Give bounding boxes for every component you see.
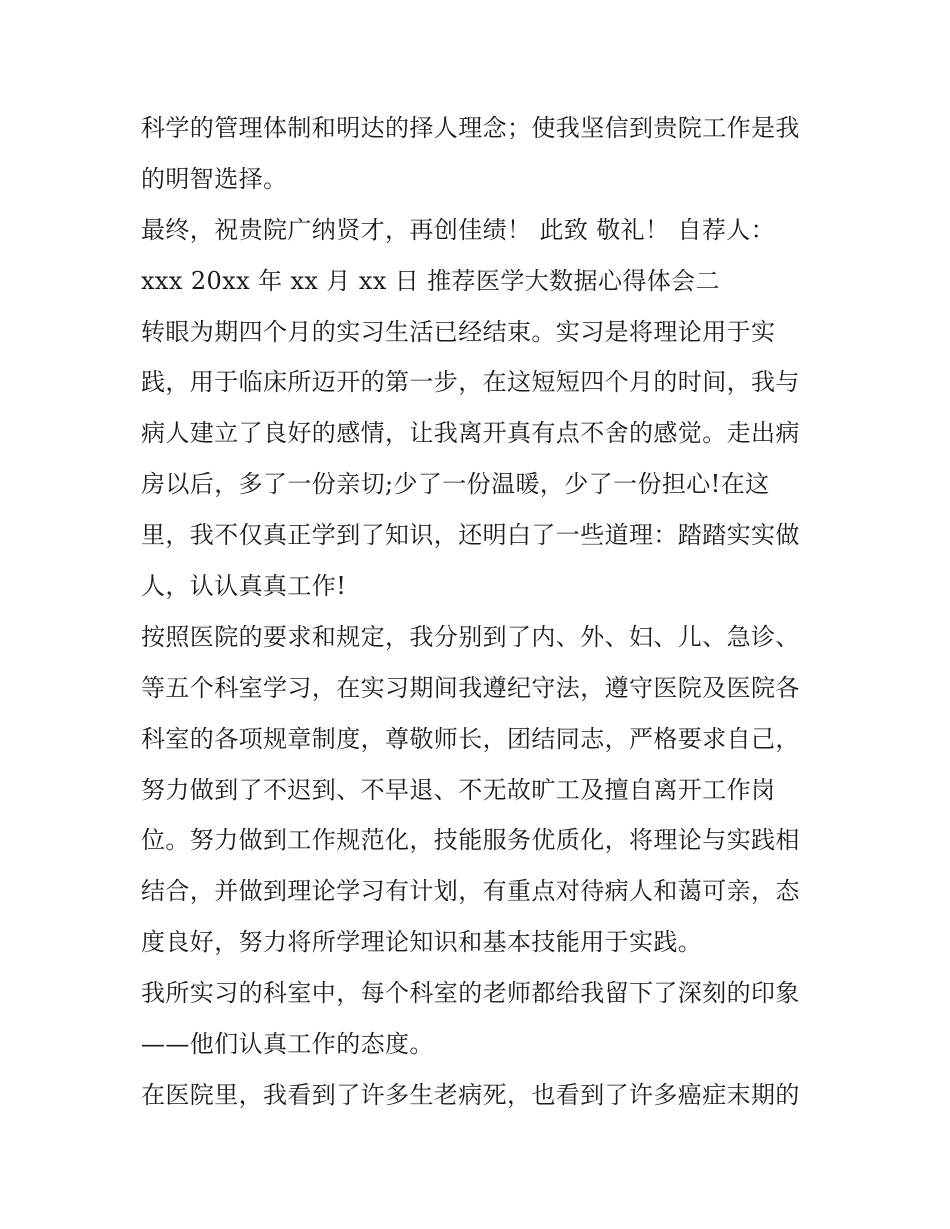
- text-line: 努力做到了不迟到、不早退、不无故旷工及擅自离开工作岗: [141, 775, 776, 804]
- text-line: xxx 20xx 年 xx 月 xx 日 推荐医学大数据心得体会二: [141, 266, 720, 295]
- text-line: 践，用于临床所迈开的第一步，在这短短四个月的时间，我与: [141, 368, 800, 397]
- text-line: ——他们认真工作的态度。: [141, 1030, 434, 1059]
- text-line: 最终，祝贵院广纳贤才，再创佳绩！ 此致 敬礼！ 自荐人：: [141, 215, 776, 244]
- text-line: 我所实习的科室中，每个科室的老师都给我留下了深刻的印象: [141, 979, 800, 1008]
- text-line: 结合，并做到理论学习有计划，有重点对待病人和蔼可亲，态: [141, 877, 800, 906]
- text-line: 科学的管理体制和明达的择人理念；使我坚信到贵院工作是我: [141, 114, 800, 142]
- text-line: 的明智选择。: [141, 164, 288, 193]
- text-line: 按照医院的要求和规定，我分别到了内、外、妇、儿、急诊、: [141, 622, 800, 651]
- text-line: 在医院里，我看到了许多生老病死，也看到了许多癌症末期的: [141, 1080, 800, 1109]
- text-line: 房以后，多了一份亲切;少了一份温暖，少了一份担心!在这: [141, 470, 770, 499]
- text-line: 度良好，努力将所学理论知识和基本技能用于实践。: [141, 928, 703, 957]
- text-line: 位。努力做到工作规范化，技能服务优质化，将理论与实践相: [141, 826, 800, 855]
- text-line: 病人建立了良好的感情，让我离开真有点不舍的感觉。走出病: [141, 419, 800, 448]
- text-line: 里，我不仅真正学到了知识，还明白了一些道理：踏踏实实做: [141, 521, 800, 550]
- text-line: 转眼为期四个月的实习生活已经结束。实习是将理论用于实: [141, 317, 776, 346]
- text-line: 人，认认真真工作!: [141, 572, 347, 601]
- document-body: [141, 103, 816, 1121]
- text-line: 科室的各项规章制度，尊敬师长，团结同志，严格要求自己，: [141, 724, 800, 753]
- text-line: 等五个科室学习，在实习期间我遵纪守法，遵守医院及医院各: [141, 673, 800, 702]
